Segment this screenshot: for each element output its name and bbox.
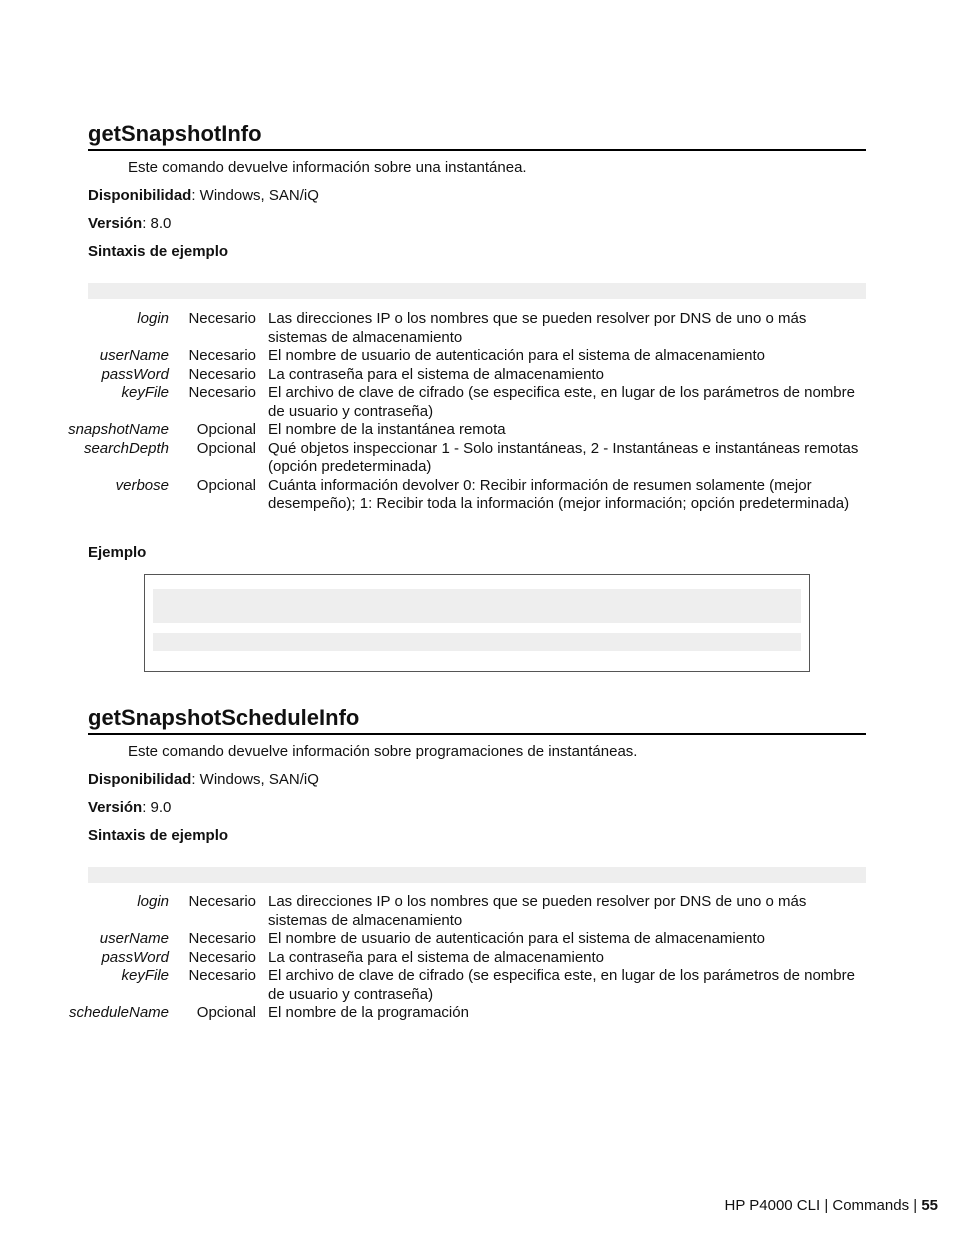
parameter-name: keyFile [121, 967, 169, 984]
parameter-description: El nombre de la programación [268, 1004, 469, 1021]
parameter-requirement: Necesario [188, 365, 256, 383]
parameter-requirement: Opcional [196, 1004, 256, 1021]
parameter-description: El nombre de la instantánea remota [268, 421, 506, 438]
availability-value: : Windows, SAN/iQ [191, 187, 319, 204]
page-footer [725, 1197, 938, 1214]
section-description: Este comando devuelve información sobre programaciones de instantáneas. [128, 743, 638, 760]
parameter-description: La contraseña para el sistema de almacenamiento [268, 948, 605, 966]
parameter-requirement: Necesario [188, 347, 256, 364]
parameter-name: login [137, 893, 169, 910]
parameter-row [60, 421, 869, 440]
version-line [88, 799, 171, 816]
example-code-line [153, 589, 801, 623]
example-code-box [144, 574, 810, 672]
parameter-name: searchDepth [83, 439, 169, 457]
page-number: 55 [921, 1197, 938, 1214]
parameter-name: login [137, 310, 169, 327]
parameter-name: scheduleName [68, 1004, 169, 1021]
version-line [88, 215, 171, 232]
parameter-requirement: Necesario [188, 930, 256, 947]
parameter-description: La contraseña para el sistema de almacenamiento [268, 365, 605, 383]
footer-text: HP P4000 CLI | Commands | [724, 1197, 922, 1214]
parameter-requirement: Opcional [196, 476, 256, 494]
parameter-row [60, 930, 869, 949]
parameter-requirement: Necesario [188, 967, 256, 984]
parameter-row [60, 967, 869, 1004]
parameter-description: Qué objetos inspeccionar 1 - Solo instantáneas, 2 - Instantáneas e instantáneas remotas (opción predeterminada) [268, 439, 859, 475]
parameter-description: El nombre de usuario de autenticación para el sistema de almacenamiento [268, 347, 765, 364]
version-value: : 8.0 [142, 215, 172, 232]
parameter-requirement: Opcional [196, 439, 256, 457]
section-title-getsnapshotinfo: getSnapshotInfo [88, 121, 866, 151]
parameter-name: userName [99, 930, 169, 947]
parameter-name: keyFile [121, 384, 169, 401]
parameter-requirement: Necesario [188, 948, 256, 966]
parameter-name: passWord [101, 365, 169, 383]
parameter-description: El archivo de clave de cifrado (se especifica este, en lugar de los parámetros de nombre de usuario y contraseña) [268, 384, 855, 420]
parameter-name: snapshotName [68, 421, 169, 438]
availability-value: : Windows, SAN/iQ [191, 771, 319, 788]
parameter-description: El nombre de usuario de autenticación para el sistema de almacenamiento [268, 930, 765, 947]
parameter-table [60, 310, 869, 514]
syntax-label: Sintaxis de ejemplo [88, 827, 229, 844]
parameter-description: El archivo de clave de cifrado (se especifica este, en lugar de los parámetros de nombre de usuario y contraseña) [268, 967, 855, 1003]
parameter-row [60, 310, 869, 347]
availability-line [88, 771, 319, 788]
parameter-row [60, 1004, 869, 1023]
parameter-description: Las direcciones IP o los nombres que se pueden resolver por DNS de uno o más sistemas de almacenamiento [268, 893, 807, 929]
version-label: Versión [88, 215, 143, 232]
section-description: Este comando devuelve información sobre una instantánea. [128, 159, 527, 176]
parameter-row [60, 949, 869, 968]
example-code-line [153, 633, 801, 651]
syntax-code-block [88, 867, 866, 883]
parameter-name: verbose [115, 476, 169, 494]
parameter-row [60, 366, 869, 385]
syntax-label: Sintaxis de ejemplo [88, 243, 229, 260]
parameter-requirement: Necesario [188, 310, 256, 327]
parameter-requirement: Necesario [188, 893, 256, 910]
parameter-requirement: Opcional [196, 421, 256, 438]
parameter-table [60, 893, 869, 1023]
syntax-code-block [88, 283, 866, 299]
availability-label: Disponibilidad [88, 771, 192, 788]
version-label: Versión [88, 799, 143, 816]
parameter-description: Cuánta información devolver 0: Recibir información de resumen solamente (mejor desempeño); 1: Recibir toda la información (mejor información; opción predeterminada) [268, 476, 850, 512]
parameter-name: userName [99, 347, 169, 364]
availability-line [88, 187, 319, 204]
section-title-getsnapshotscheduleinfo: getSnapshotScheduleInfo [88, 705, 866, 735]
availability-label: Disponibilidad [88, 187, 192, 204]
parameter-description: Las direcciones IP o los nombres que se pueden resolver por DNS de uno o más sistemas de almacenamiento [268, 310, 807, 346]
parameter-row [60, 384, 869, 421]
parameter-row [60, 893, 869, 930]
version-value: : 9.0 [142, 799, 172, 816]
example-label: Ejemplo [88, 544, 147, 561]
parameter-row [60, 477, 869, 514]
parameter-row [60, 440, 869, 477]
parameter-requirement: Necesario [188, 384, 256, 401]
parameter-name: passWord [101, 948, 169, 966]
parameter-row [60, 347, 869, 366]
